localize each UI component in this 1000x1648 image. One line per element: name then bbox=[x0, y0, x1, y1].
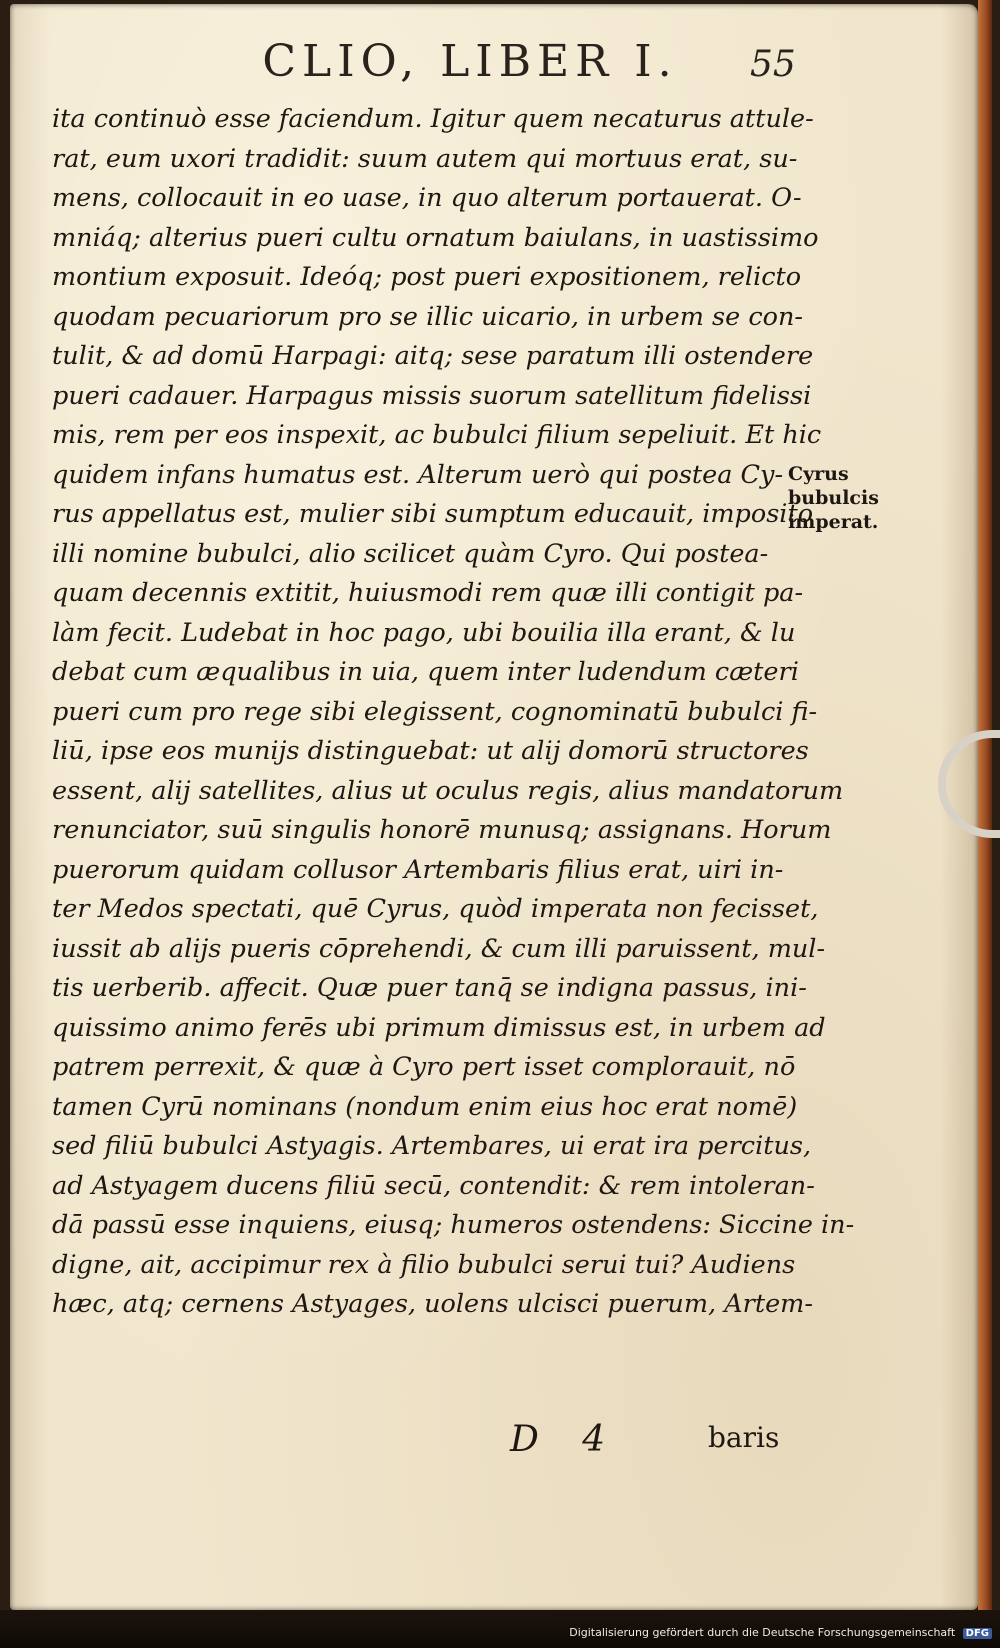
text-line: patrem perrexit, & quæ à Cyro pert isset complorauit, nō bbox=[52, 1052, 796, 1082]
text-line: mis, rem per eos inspexit, ac bubulci filium sepeliuit. Et hic bbox=[52, 420, 822, 450]
credit-text: Digitalisierung gefördert durch die Deutsche Forschungsgemeinschaft bbox=[569, 1626, 956, 1639]
text-line: mens, collocauit in eo uase, in quo alterum portauerat. O- bbox=[52, 183, 802, 213]
text-line: montium exposuit. Ideóq; post pueri expositionem, relicto bbox=[52, 262, 802, 292]
text-line: dā passū esse inquiens, eiusq; humeros ostendens: Siccine in- bbox=[52, 1210, 855, 1240]
catchword: baris bbox=[708, 1421, 780, 1454]
page-number: 55 bbox=[750, 44, 796, 85]
text-line: illi nomine bubulci, alio scilicet quàm Cyro. Qui postea- bbox=[52, 538, 769, 569]
text-line: ad Astyagem ducens filiū secū, contendit: & rem intoleran- bbox=[52, 1170, 815, 1201]
running-head: CLIO, LIBER I. bbox=[262, 36, 678, 87]
text-line: debat cum æqualibus in uia, quem inter ludendum cæteri bbox=[52, 657, 799, 687]
text-line: tamen Cyrū nominans (nondum enim eius hoc erat nomē) bbox=[52, 1091, 798, 1122]
digitization-credit bbox=[569, 1626, 992, 1639]
text-line: quissimo animo ferēs ubi primum dimissus est, in urbem ad bbox=[52, 1012, 826, 1043]
text-line: tis uerberib. affecit. Quæ puer tanq̄ se indigna passus, ini- bbox=[52, 973, 807, 1003]
text-line: quidem infans humatus est. Alterum uerò qui postea Cy- bbox=[52, 459, 784, 490]
text-line: rat, eum uxori tradidit: suum autem qui mortuus erat, su- bbox=[52, 143, 798, 174]
text-line: sed filiū bubulci Astyagis. Artembares, ui erat ira percitus, bbox=[52, 1131, 812, 1161]
text-line: digne, ait, accipimur rex à filio bubulci serui tui? Audiens bbox=[52, 1249, 796, 1280]
text-line: quam decennis extitit, huiusmodi rem quæ illi contigit pa- bbox=[52, 578, 804, 608]
text-line: ter Medos spectati, quē Cyrus, quòd imperata non fecisset, bbox=[52, 894, 819, 924]
text-line: renunciator, suū singulis honorē munusq; assignans. Horum bbox=[52, 815, 832, 845]
signature-mark: D 4 bbox=[510, 1419, 622, 1460]
book-page bbox=[10, 4, 978, 1610]
text-line: quodam pecuariorum pro se illic uicario, in urbem se con- bbox=[52, 301, 804, 332]
text-line: làm fecit. Ludebat in hoc pago, ubi bouilia illa erant, & lu bbox=[52, 617, 796, 648]
text-line: pueri cum pro rege sibi elegissent, cognominatū bubulci fi- bbox=[52, 696, 818, 727]
text-line: ita continuò esse faciendum. Igitur quem necaturus attule- bbox=[52, 104, 814, 134]
text-line: hæc, atq; cernens Astyages, uolens ulcisci puerum, Artem- bbox=[52, 1289, 813, 1319]
text-line: liū, ipse eos munijs distinguebat: ut alij domorū structores bbox=[52, 736, 809, 766]
text-line: pueri cadauer. Harpagus missis suorum satellitum fidelissi bbox=[52, 380, 812, 411]
text-line: puerorum quidam collusor Artembaris filius erat, uiri in- bbox=[52, 854, 784, 885]
text-line: essent, alij satellites, alius ut oculus regis, alius mandatorum bbox=[52, 775, 844, 806]
text-line: rus appellatus est, mulier sibi sumptum educauit, imposito bbox=[52, 499, 814, 529]
dfg-logo-icon: DFG bbox=[963, 1628, 992, 1639]
marginal-note-line: imperat. bbox=[788, 511, 879, 533]
marginal-note-line: bubulcis bbox=[788, 487, 879, 509]
marginal-note bbox=[788, 462, 898, 534]
text-line: mniáq; alterius pueri cultu ornatum baiulans, in uastissimo bbox=[52, 222, 819, 253]
text-line: iussit ab alijs pueris cōprehendi, & cum illi paruissent, mul- bbox=[52, 933, 826, 964]
marginal-note-line: Cyrus bbox=[788, 463, 849, 485]
text-line: tulit, & ad domū Harpagi: aitq; sese paratum illi ostendere bbox=[52, 341, 814, 371]
